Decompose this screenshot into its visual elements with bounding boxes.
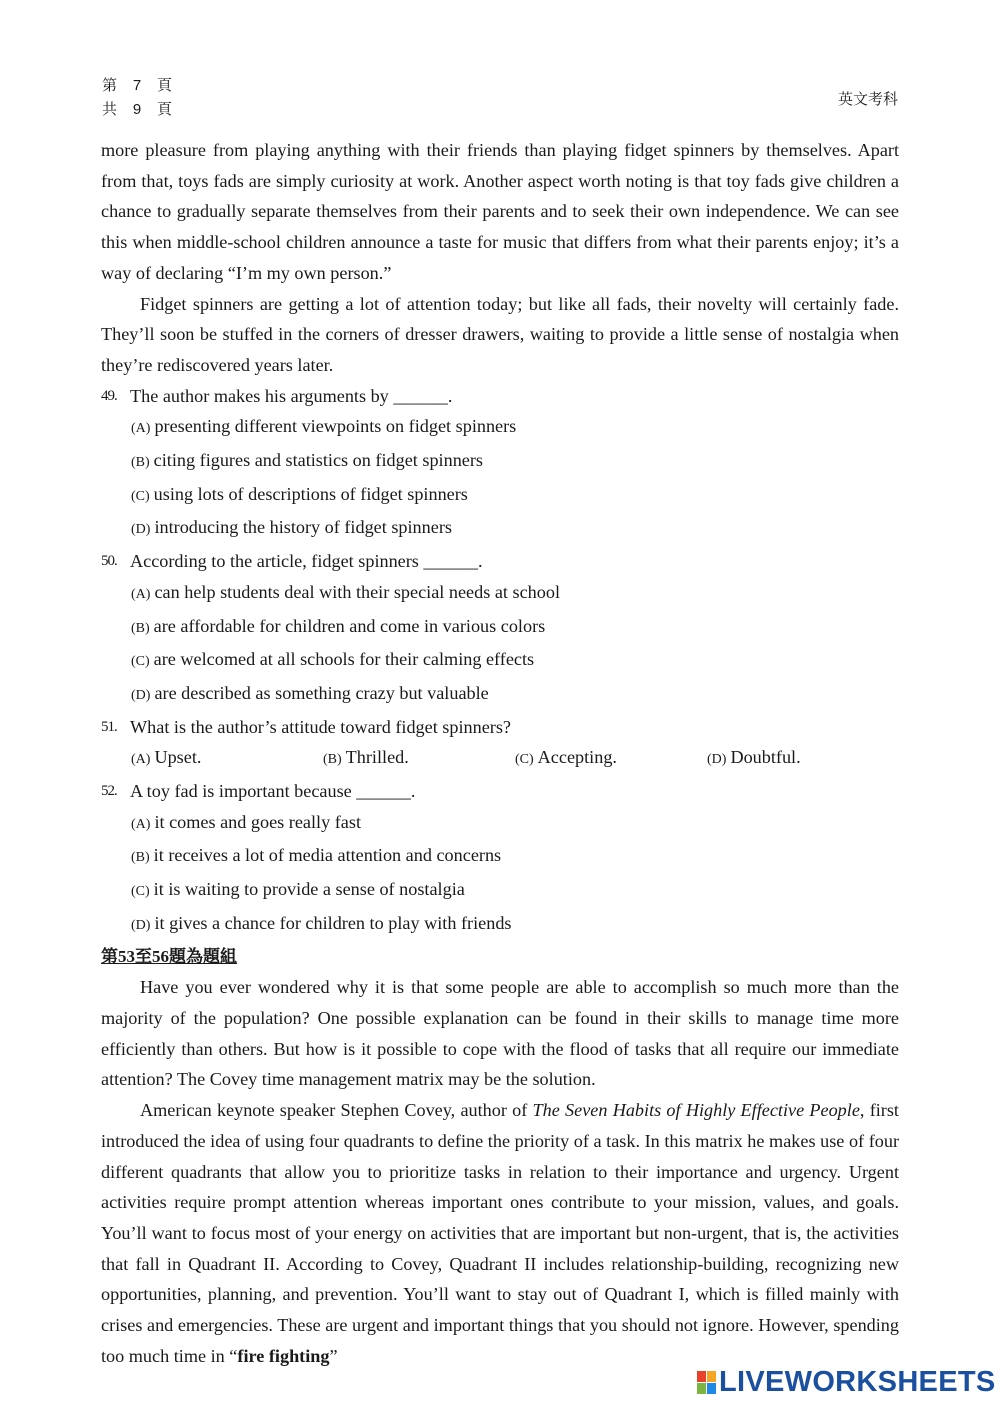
page-number: 7 <box>132 77 142 94</box>
text-run: , first introduced the idea of using four quadrants to define the priority of a task. In this matrix he makes use of four different quadrants that allow you to prioritize tasks in relation to their importance and urgency. Urgent activities require prompt attention whereas important ones contribute to your mission, values, and goals. You’ll want to focus most of your energy on activities that are important but non-urgent, that is, the activities that fall in Quadrant II. According to Covey, Quadrant II includes relationship-building, recognizing new opportunities, planning, and prevention. You’ll want to stay out of Quadrant I, which is filled mainly with crises and emergencies. These are urgent and important things that you should not ignore. However, spending too much time in “ <box>101 1100 899 1366</box>
option-letter: (A) <box>131 752 151 768</box>
option-row <box>101 742 899 776</box>
option-text: presenting different viewpoints on fidget spinners <box>154 416 517 437</box>
option-letter: (D) <box>131 687 151 703</box>
option-letter: (B) <box>323 752 342 768</box>
book-title: The Seven Habits of Highly Effective People <box>532 1100 860 1121</box>
option-d[interactable] <box>101 512 899 546</box>
total-pages: 9 <box>132 101 142 118</box>
option-letter: (B) <box>131 850 150 866</box>
option-c[interactable] <box>515 742 707 776</box>
option-d[interactable] <box>101 908 899 942</box>
question-stem: According to the article, fidget spinners ______. <box>130 551 483 572</box>
option-text: it receives a lot of media attention and concerns <box>153 845 502 866</box>
option-c[interactable] <box>101 644 899 678</box>
option-text: Upset. <box>154 747 202 768</box>
question-51 <box>101 712 899 743</box>
option-letter: (C) <box>131 488 150 504</box>
option-letter: (A) <box>131 586 151 602</box>
question-number: 51. <box>101 718 117 735</box>
option-letter: (C) <box>515 752 534 768</box>
option-text: citing figures and statistics on fidget spinners <box>153 450 484 471</box>
logo-mark-icon <box>697 1371 716 1394</box>
option-a[interactable] <box>101 577 899 611</box>
passage-paragraph: Fidget spinners are getting a lot of attention today; but like all fads, their novelty will certainly fade. They’ll soon be stuffed in the corners of dresser drawers, waiting to provide a little sense of nostalgia when they’re rediscovered years later. <box>101 293 899 375</box>
option-text: are welcomed at all schools for their calming effects <box>153 649 535 670</box>
question-stem: A toy fad is important because ______. <box>130 781 416 802</box>
option-letter: (D) <box>131 522 151 538</box>
option-letter: (B) <box>131 620 150 636</box>
option-letter: (D) <box>707 752 727 768</box>
option-text: it gives a chance for children to play with friends <box>154 912 512 933</box>
option-letter: (C) <box>131 884 150 900</box>
option-text: Accepting. <box>537 747 617 768</box>
option-a[interactable] <box>101 411 899 445</box>
option-letter: (C) <box>131 654 150 670</box>
option-b[interactable] <box>323 742 515 776</box>
passage-paragraph <box>101 1095 899 1371</box>
option-d[interactable] <box>707 742 899 776</box>
page-number-header <box>102 74 172 122</box>
total-unit: 頁 <box>157 102 173 118</box>
option-text: it comes and goes really fast <box>154 811 362 832</box>
exam-content <box>101 135 899 1371</box>
option-a[interactable] <box>131 742 323 776</box>
passage-paragraph: more pleasure from playing anything with their friends than playing fidget spinners by themselves. Apart from that, toys fads are simply curiosity at work. Another aspect worth noting is that toy fads give children a chance to gradually separate themselves from their parents and to seek their own independence. We can see this when middle-school children announce a taste for music that differs from what their parents enjoy; it’s a way of declaring “I’m my own person.” <box>101 140 899 283</box>
subject-label: 英文考科 <box>837 92 898 108</box>
logo-block <box>707 1371 716 1382</box>
question-number: 50. <box>101 553 117 570</box>
logo-block <box>697 1371 706 1382</box>
option-d[interactable] <box>101 678 899 712</box>
question-49 <box>101 381 899 412</box>
liveworksheets-logo[interactable] <box>697 1366 996 1399</box>
option-text: using lots of descriptions of fidget spinners <box>153 483 468 504</box>
logo-block <box>707 1383 716 1394</box>
option-text: it is waiting to provide a sense of nostalgia <box>153 879 465 900</box>
option-c[interactable] <box>101 479 899 513</box>
question-number: 52. <box>101 783 117 800</box>
option-b[interactable] <box>101 840 899 874</box>
question-50 <box>101 546 899 577</box>
logo-block <box>697 1383 706 1394</box>
question-number: 49. <box>101 387 117 404</box>
option-text: introducing the history of fidget spinners <box>154 517 452 538</box>
page-label: 第 <box>102 78 118 94</box>
option-letter: (A) <box>131 421 151 437</box>
option-text: Thrilled. <box>345 747 409 768</box>
total-label: 共 <box>102 102 118 118</box>
text-run: American keynote speaker Stephen Covey, author of <box>140 1100 533 1121</box>
option-a[interactable] <box>101 807 899 841</box>
logo-text: LIVEWORKSHEETS <box>719 1366 996 1398</box>
question-52 <box>101 776 899 807</box>
option-text: are affordable for children and come in various colors <box>153 615 546 636</box>
option-text: can help students deal with their special needs at school <box>154 581 560 602</box>
bold-term: fire fighting <box>237 1345 330 1366</box>
option-letter: (A) <box>131 816 151 832</box>
option-text: are described as something crazy but valuable <box>154 682 489 703</box>
option-c[interactable] <box>101 874 899 908</box>
option-letter: (D) <box>131 917 151 933</box>
question-group-title: 第53至56題為題組 <box>101 946 237 966</box>
question-stem: The author makes his arguments by ______. <box>130 385 453 406</box>
text-run: ” <box>329 1345 338 1366</box>
page-unit: 頁 <box>157 78 173 94</box>
option-b[interactable] <box>101 445 899 479</box>
passage-paragraph: Have you ever wondered why it is that some people are able to accomplish so much more than the majority of the population? One possible explanation can be found in their skills to manage time more efficiently than others. But how is it possible to cope with the flood of tasks that all require our immediate attention? The Covey time management matrix may be the solution. <box>101 977 899 1090</box>
option-text: Doubtful. <box>730 747 801 768</box>
question-stem: What is the author’s attitude toward fidget spinners? <box>130 716 511 737</box>
option-b[interactable] <box>101 611 899 645</box>
option-letter: (B) <box>131 455 150 471</box>
